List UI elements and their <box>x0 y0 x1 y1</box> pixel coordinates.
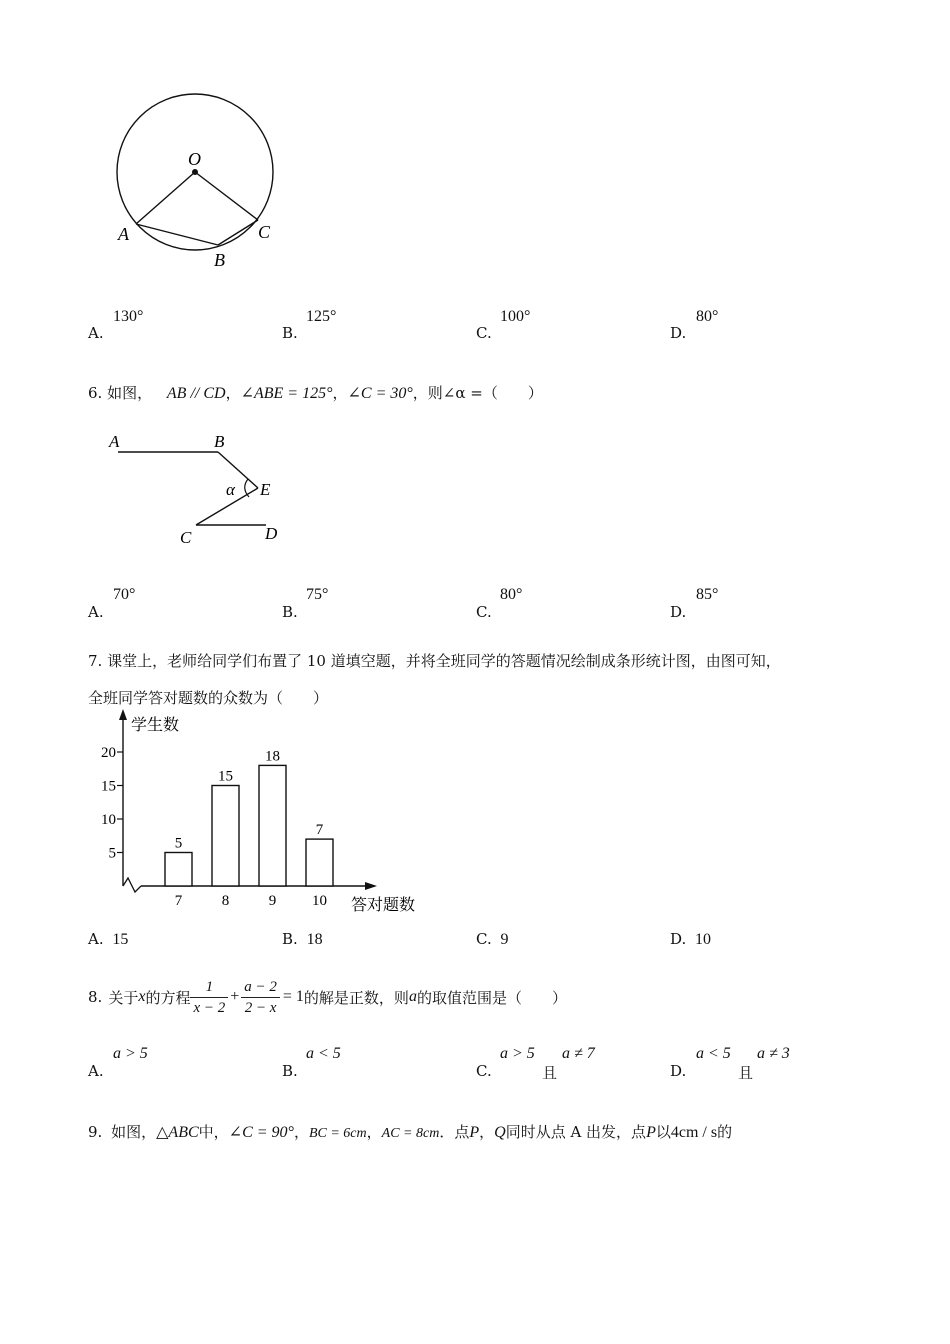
q6-prefix: 如图， <box>107 384 153 402</box>
label-d: D <box>265 524 278 543</box>
q6-suffix: ，则∠α =（ ） <box>412 384 543 402</box>
label-b: B <box>214 250 225 270</box>
q9-text-f: 的 <box>717 1123 733 1141</box>
option-label: C. <box>476 1062 492 1080</box>
q7-line2: 全班同学答对题数的众数为（ ） <box>88 689 329 707</box>
label-b: B <box>214 432 225 451</box>
option-value: 80° <box>696 308 719 325</box>
y-tick-label: 15 <box>101 778 116 795</box>
q7-bar-chart <box>95 706 440 916</box>
q8-equals: = 1 <box>282 988 304 1005</box>
q9-speed: 4cm / s <box>670 1124 718 1141</box>
x-axis-arrow <box>365 882 377 890</box>
option-value: 85° <box>696 586 719 603</box>
segment-bc <box>218 220 258 245</box>
label-alpha: α <box>226 480 235 499</box>
option-value: 70° <box>113 586 136 603</box>
fraction-numerator: a − 2 <box>241 977 280 998</box>
q9-triangle: △ABC <box>156 1124 199 1141</box>
x-tick-label: 8 <box>221 893 230 909</box>
bar-data-label: 5 <box>174 835 183 852</box>
option-label: A. <box>88 324 104 342</box>
q7-option-d[interactable] <box>670 930 711 949</box>
q9-stem <box>88 1121 732 1142</box>
question-number: 8. <box>88 988 103 1006</box>
q8-plus: + <box>230 988 240 1005</box>
x-axis-break <box>123 878 141 892</box>
x-tick-label: 9 <box>268 893 277 909</box>
q9-text-e: 以 <box>655 1123 671 1141</box>
x-tick-label: 10 <box>312 893 327 909</box>
option-label: C. <box>476 603 492 621</box>
option-label: A. <box>88 930 104 948</box>
label-o: O <box>188 149 201 169</box>
option-value: 9 <box>500 931 509 948</box>
q9-comma-2: ， <box>366 1123 382 1141</box>
question-number: 6. <box>88 384 103 402</box>
q9-comma-3: ， <box>479 1123 495 1141</box>
option-value: a > 5 <box>500 1045 535 1062</box>
q9-point-p-2: P <box>646 1124 656 1141</box>
option-value: 15 <box>112 931 129 948</box>
q9-text-b: 中， <box>198 1123 229 1141</box>
option-label: B. <box>282 324 298 342</box>
label-a: A <box>118 224 129 244</box>
q6-given-angle-c: ∠C = 30° <box>347 385 413 402</box>
q6-parallel-figure <box>100 425 300 555</box>
bar-data-label: 15 <box>218 768 233 785</box>
label-c: C <box>258 222 271 242</box>
question-number: 9. <box>88 1123 103 1141</box>
q9-text-a: 如图， <box>111 1123 157 1141</box>
q9-comma-1: ， <box>293 1123 309 1141</box>
option-label: B. <box>282 930 298 948</box>
option-value: 75° <box>306 586 329 603</box>
segment-oa <box>136 172 195 224</box>
y-tick-label: 10 <box>101 812 116 828</box>
bar-data-label: 7 <box>315 822 324 839</box>
y-tick-label: 20 <box>101 745 116 761</box>
option-value: a < 5 <box>696 1045 731 1062</box>
bar-data-label: 18 <box>265 748 280 765</box>
q7-option-c[interactable] <box>476 930 509 949</box>
option-value: 10 <box>695 931 712 948</box>
option-label: D. <box>670 1062 687 1080</box>
option-value: a < 5 <box>306 1045 341 1062</box>
option-value: 80° <box>500 586 523 603</box>
q9-text-d: 同时从点 A 出发，点 <box>505 1123 647 1141</box>
q7-option-b[interactable] <box>282 930 323 949</box>
segment-oc <box>195 172 258 220</box>
option-value: 125° <box>306 308 337 325</box>
option-label: C. <box>476 930 492 948</box>
q6-given-angle-abe: ∠ABE = 125° <box>240 385 333 402</box>
q8-text-b: 的方程 <box>145 988 191 1007</box>
y-tick-label: 5 <box>108 845 116 862</box>
option-value: a > 5 <box>113 1045 148 1062</box>
q8-fraction-1 <box>190 977 228 1018</box>
q9-point-p: P <box>469 1124 480 1141</box>
option-label: D. <box>670 603 687 621</box>
q7-line1: 课堂上，老师给同学们布置了 10 道填空题，并将全班同学的答题情况绘制成条形统计图，由图可知， <box>107 652 781 670</box>
option-label: D. <box>670 930 687 948</box>
bar-7 <box>165 853 192 887</box>
option-label: A. <box>88 603 104 621</box>
x-axis-label: 答对题数 <box>351 897 416 914</box>
bar-9 <box>259 765 286 886</box>
option-label: D. <box>670 324 687 342</box>
y-axis-label: 学生数 <box>131 717 180 734</box>
bar-10 <box>306 839 333 886</box>
option-value-2: a ≠ 7 <box>562 1045 595 1062</box>
q8-var-a: a <box>408 988 417 1005</box>
fraction-numerator: 1 <box>190 977 228 998</box>
option-and: 且 <box>542 1064 558 1082</box>
q8-stem <box>88 972 567 1022</box>
q9-text-c: ．点 <box>439 1123 470 1141</box>
bar-8 <box>212 786 239 887</box>
option-label: B. <box>282 1062 298 1080</box>
q9-ac: AC = 8cm <box>381 1126 440 1141</box>
option-value: 18 <box>306 931 323 948</box>
q8-text-d: 的取值范围是（ ） <box>416 988 567 1007</box>
fraction-denominator: 2 − x <box>244 999 277 1016</box>
option-value: 130° <box>113 308 144 325</box>
label-e: E <box>260 480 271 499</box>
q6-given-parallel: AB // CD <box>166 385 226 402</box>
q5-circle-figure <box>100 90 300 280</box>
y-axis-arrow <box>119 709 127 720</box>
option-value-2: a ≠ 3 <box>757 1045 790 1062</box>
segment-be <box>218 452 258 488</box>
question-number: 7. <box>88 652 103 670</box>
q9-bc: BC = 6cm <box>308 1126 367 1141</box>
q6-stem: 6. 如图， AB // CD，∠ABE = 125°，∠C = 30°，则∠α =（ ） <box>88 384 543 402</box>
label-a: A <box>109 432 120 451</box>
q8-var-x: x <box>138 988 146 1005</box>
q8-fraction-2 <box>241 977 280 1018</box>
point-o <box>192 169 198 175</box>
q7-option-a[interactable] <box>88 930 128 949</box>
option-label: A. <box>88 1062 104 1080</box>
option-value: 100° <box>500 308 531 325</box>
x-tick-label: 7 <box>174 893 183 909</box>
option-label: C. <box>476 324 492 342</box>
q9-angle: ∠C = 90° <box>228 1124 294 1141</box>
option-and: 且 <box>738 1064 754 1082</box>
fraction-denominator: x − 2 <box>193 999 226 1016</box>
q8-text-a: 关于 <box>108 988 139 1007</box>
q7-stem-line1 <box>88 650 781 671</box>
q9-point-q: Q <box>494 1124 506 1141</box>
q8-text-c: 的解是正数，则 <box>303 988 409 1007</box>
label-c: C <box>180 528 192 547</box>
option-label: B. <box>282 603 298 621</box>
